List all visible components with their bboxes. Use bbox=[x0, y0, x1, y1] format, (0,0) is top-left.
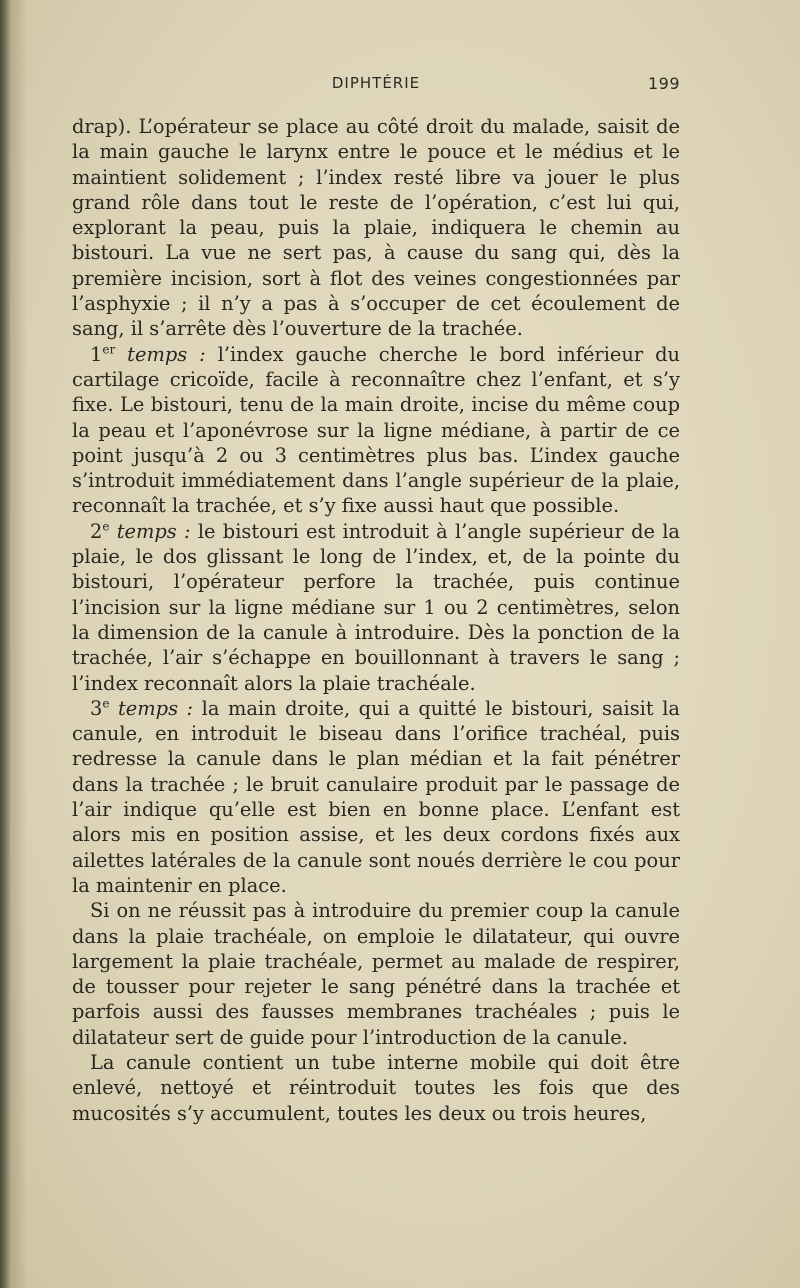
paragraph-temps-2 bbox=[72, 519, 680, 696]
paragraph-text: La canule contient un tube interne mobile qui doit être enlevé, nettoyé et réintroduit toutes les fois que des mucosités s’y accumulent, toutes les deux ou trois heures, bbox=[72, 1050, 680, 1125]
step-ordinal-suffix: er bbox=[102, 342, 116, 357]
step-label: temps : bbox=[127, 342, 206, 366]
step-label: temps : bbox=[118, 696, 194, 720]
step-ordinal-suffix: e bbox=[102, 696, 110, 711]
paragraph-1 bbox=[72, 114, 680, 342]
running-title: DIPHTÉRIE bbox=[331, 74, 421, 92]
paragraph-temps-3 bbox=[72, 696, 680, 898]
paragraph-temps-1 bbox=[72, 342, 680, 519]
step-ordinal: 2 bbox=[90, 519, 103, 543]
paragraph-text: Si on ne réussit pas à introduire du premier coup la canule dans la plaie trachéale, on emploie le dilatateur, qui ouvre largement la plaie trachéale, permet au malade de respirer, de tousser pour rejeter le sang pénétré dans la trachée et parfois aussi des fausses membranes trachéales ; puis le dilatateur sert de guide pour l’introduction de la canule. bbox=[72, 899, 680, 1049]
paragraph-dilatateur bbox=[72, 898, 680, 1050]
body-text bbox=[72, 114, 680, 1126]
book-spine bbox=[0, 0, 10, 1288]
paragraph-text: le bistouri est introduit à l’angle supérieur de la plaie, le dos glissant le long de l’index, et, de la pointe du bistouri, l’opérateur perfore la trachée, puis continue l’incision sur la ligne médiane sur 1 ou 2 centimètres, selon la dimension de la canule à introduire. Dès la ponction de la trachée, l’air s’échappe en bouillonnant à travers le sang ; l’index reconnaît alors la plaie trachéale. bbox=[72, 519, 680, 695]
paragraph-text: drap). L’opérateur se place au côté droit du malade, saisit de la main gauche le larynx entre le pouce et le médius et le maintient solidement ; l’index resté libre va jouer le plus grand rôle dans tout le reste de l’opération, c’est lui qui, explorant la peau, puis la plaie, indiquera le chemin au bistouri. La vue ne sert pas, à cause du sang qui, dès la première incision, sort à flot des veines congestionnées par l’asphyxie ; il n’y a pas à s’occuper de cet écoulement de sang, il s’arrête dès l’ouverture de la trachée. bbox=[72, 115, 680, 341]
page-number: 199 bbox=[647, 74, 680, 93]
paragraph-text: l’index gauche cherche le bord inférieur du cartilage cricoïde, facile à reconnaître chez l’enfant, et s’y fixe. Le bistouri, tenu de la main droite, incise du même coup la peau et l’aponévrose sur la ligne médiane, à partir de ce point jusqu’à 2 ou 3 centimètres plus bas. L’index gauche s’introduit immédiatement dans l’angle supérieur de la plaie, reconnaît la trachée, et s’y fixe aussi haut que possible. bbox=[72, 342, 680, 518]
step-ordinal: 3 bbox=[90, 696, 103, 720]
step-ordinal-suffix: e bbox=[102, 519, 110, 534]
step-label: temps : bbox=[116, 519, 191, 543]
spine-shadow bbox=[10, 0, 28, 1288]
paragraph-canule bbox=[72, 1050, 680, 1126]
step-ordinal: 1 bbox=[90, 342, 103, 366]
page-header bbox=[72, 74, 680, 98]
paragraph-text: la main droite, qui a quitté le bistouri, saisit la canule, en introduit le biseau dans l’orifice trachéal, puis redresse la canule dans le plan médian et la fait pénétrer dans la trachée ; le bruit canulaire produit par le passage de l’air indique qu’elle est bien en bonne place. L’enfant est alors mis en position assise, et les deux cordons fixés aux ailettes latérales de la canule sont noués derrière le cou pour la maintenir en place. bbox=[72, 696, 680, 897]
